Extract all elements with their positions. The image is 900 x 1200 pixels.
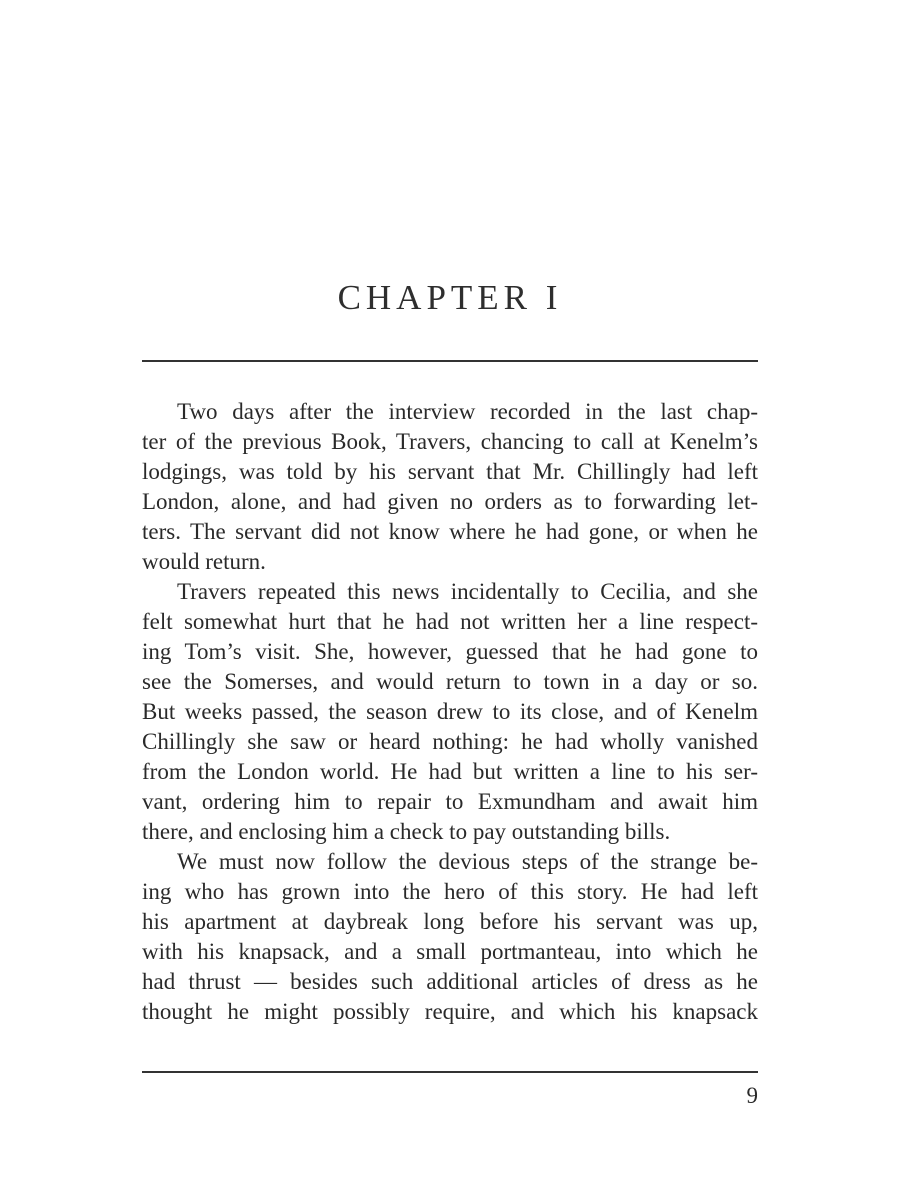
text-line: his apartment at daybreak long before his servant was up, [142,909,758,934]
chapter-title: CHAPTER I [337,278,563,317]
text-line: felt somewhat hurt that he had not written her a line respect- [142,609,758,634]
text-line: Chillingly she saw or heard nothing: he had wholly vanished [142,729,758,754]
text-line: Two days after the interview recorded in the last chap- [177,399,758,424]
text-line: from the London world. He had but written a line to his ser- [142,759,758,784]
text-line: vant, ordering him to repair to Exmundham and await him [142,789,758,814]
text-line: there, and enclosing him a check to pay outstanding bills. [142,819,671,844]
text-line: We must now follow the devious steps of the strange be- [177,849,758,874]
top-divider [142,360,758,362]
text-line: But weeks passed, the season drew to its close, and of Kenelm [142,699,758,724]
text-line: ing who has grown into the hero of this story. He had left [142,879,758,904]
text-line: ter of the previous Book, Travers, chancing to call at Kenelm’s [142,429,758,454]
text-line: see the Somerses, and would return to town in a day or so. [142,669,758,694]
text-line: with his knapsack, and a small portmanteau, into which he [142,939,758,964]
text-line: lodgings, was told by his servant that Mr. Chillingly had left [142,459,758,484]
text-line: thought he might possibly require, and which his knapsack [142,999,758,1024]
page-number: 9 [746,1083,758,1108]
body-text [142,397,758,1027]
text-line: had thrust — besides such additional articles of dress as he [142,969,758,994]
text-line: London, alone, and had given no orders as to forwarding let- [142,489,758,514]
text-line: ing Tom’s visit. She, however, guessed that he had gone to [142,639,758,664]
text-line: would return. [142,549,266,574]
bottom-divider [142,1071,758,1073]
text-line: Travers repeated this news incidentally to Cecilia, and she [177,579,758,604]
text-line: ters. The servant did not know where he had gone, or when he [142,519,758,544]
